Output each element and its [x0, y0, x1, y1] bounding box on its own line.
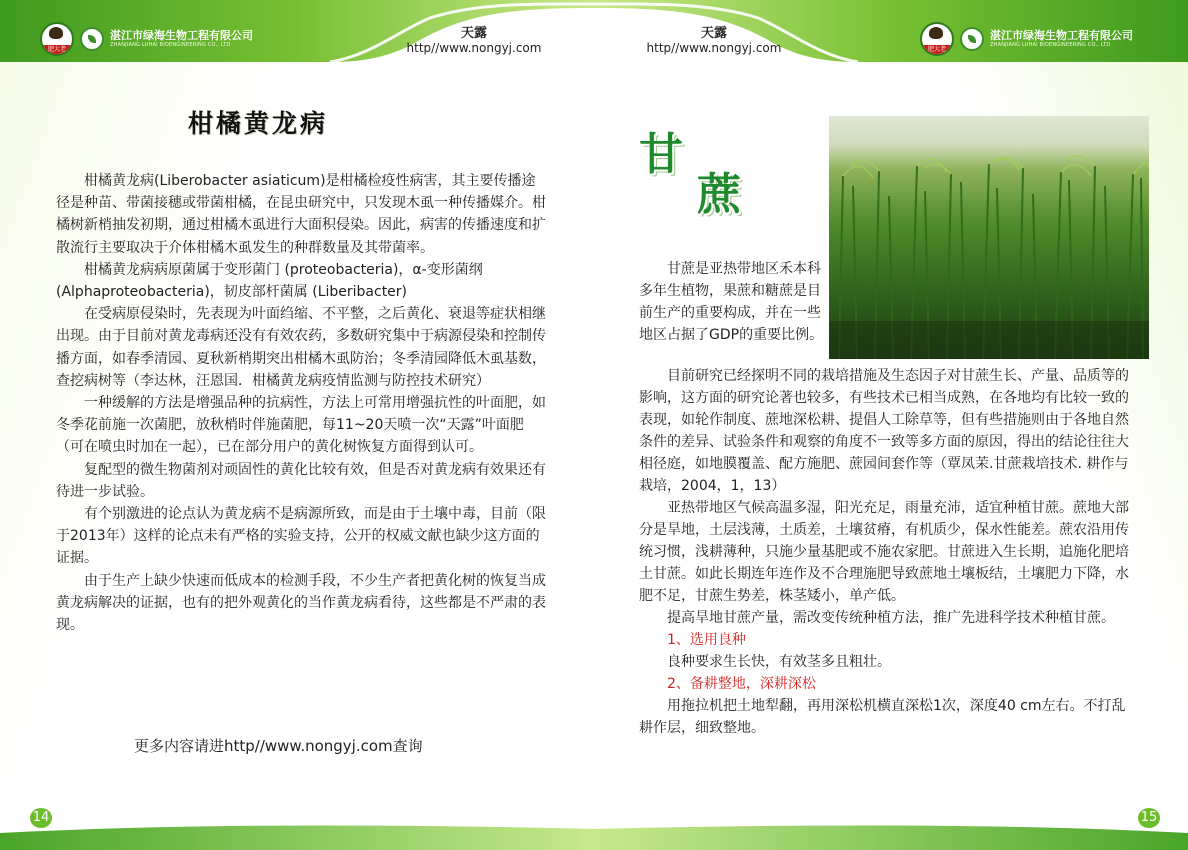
- paragraph: 提高旱地甘蔗产量，需改变传统种植方法，推广先进科学技术种植甘蔗。: [667, 610, 1115, 626]
- article-body-right: [639, 365, 1135, 739]
- footer-band: [0, 810, 594, 850]
- article-title-char-2: 蔗: [697, 169, 741, 220]
- mascot-logo: 肥大老: [40, 22, 74, 56]
- right-page: [594, 0, 1188, 850]
- article-body-left: [56, 170, 546, 636]
- company-name-cn: 湛江市绿海生物工程有限公司: [990, 29, 1133, 42]
- intro-text: [639, 258, 831, 346]
- brand-url[interactable]: http//www.nongyj.com: [406, 41, 542, 55]
- paragraph: 目前研究已经探明不同的栽培措施及生态因子对甘蔗生长、产量、品质等的影响，这方面的研究论著也较多，有些技术已相当成熟，在各地均有比较一致的表现，如轮作制度、蔗地深松耕、提倡人工除草等，但有些措施则由于各地自然条件的差异、试验条件和观察的角度不一致等多方面的原因，得出的结论往往大相径庭，如地膜覆盖、配方施肥、蔗园间套作等（覃凤茉.甘蔗栽培技术. 耕作与栽培，2004，1，13）: [639, 368, 1129, 494]
- paragraph: 柑橘黄龙病病原菌属于变形菌门 (proteobacteria)，α-变形菌纲(Alphaproteobacteria)，韧皮部杆菌属 (Liberibacter): [56, 261, 483, 301]
- article-title-char-1: 甘: [639, 129, 683, 180]
- footer-band: [594, 810, 1188, 850]
- brand-name: 天露: [460, 26, 487, 41]
- mascot-logo: 肥大老: [920, 22, 954, 56]
- section-heading-1: 1、选用良种: [667, 632, 746, 648]
- brand-url[interactable]: http//www.nongyj.com: [646, 41, 782, 55]
- sugarcane-photo: [829, 116, 1149, 359]
- section-text-1: 良种要求生长快，有效茎多且粗壮。: [667, 654, 891, 670]
- brand-left: [394, 26, 554, 55]
- sugarcane-field-illustration: [829, 116, 1149, 359]
- paragraph: 有个别激进的论点认为黄龙病不是病源所致，而是由于土壤中毒，目前（限于2013年）这样的论点未有严格的实验支持，公开的权威文献也缺少这方面的证据。: [56, 506, 546, 567]
- paragraph: 由于生产上缺少快速而低成本的检测手段，不少生产者把黄化树的恢复当成黄龙病解决的证据，也有的把外观黄化的当作黄龙病看待，这些都是不严肃的表现。: [56, 572, 546, 634]
- page-number-right: 15: [1138, 808, 1160, 828]
- section-heading-2: 2、备耕整地，深耕深松: [667, 676, 816, 692]
- leaf-logo-icon: [80, 27, 104, 51]
- brand-right: [634, 26, 794, 55]
- paragraph: 亚热带地区气候高温多湿，阳光充足，雨量充沛，适宜种植甘蔗。蔗地大部分是旱地，土层浅薄，土质差，土壤贫瘠，有机质少，保水性能差。蔗农沿用传统习惯，浅耕薄种，只施少量基肥或不施农家肥。甘蔗进入生长期，追施化肥培土甘蔗。如此长期连年连作及不合理施肥导致蔗地土壤板结，土壤肥力下降，水肥不足，甘蔗生势差，株茎矮小，单产低。: [639, 500, 1129, 604]
- company-name-cn: 湛江市绿海生物工程有限公司: [110, 29, 253, 42]
- page-number-left: 14: [30, 808, 52, 828]
- article-title-left: 柑橘黄龙病: [188, 109, 329, 138]
- company-logo-left: [40, 22, 253, 56]
- leaf-logo-icon: [960, 27, 984, 51]
- brand-name: 天露: [700, 26, 727, 41]
- paragraph: 一种缓解的方法是增强品种的抗病性，方法上可常用增强抗性的叶面肥，如冬季花前施一次菌肥，放秋梢时伴施菌肥，每11~20天喷一次“天露”叶面肥（可在喷虫时加在一起），已在部分用户的黄化树恢复方面得到认可。: [56, 395, 546, 456]
- more-info-link[interactable]: 更多内容请进http//www.nongyj.com查询: [134, 737, 423, 755]
- company-logo-right: [920, 22, 1133, 56]
- paragraph: 复配型的微生物菌剂对顽固性的黄化比较有效，但是否对黄龙病有效果还有待进一步试验。: [56, 461, 546, 500]
- intro-paragraph: 甘蔗是亚热带地区禾本科多年生植物，果蔗和糖蔗是目前生产的重要构成，并在一些地区占据了GDP的重要比例。: [639, 261, 824, 343]
- paragraph: 在受病原侵染时，先表现为叶面绉缩、不平整，之后黄化、衰退等症状相继出现。由于目前对黄龙毒病还没有有效农药，多数研究集中于病源侵染和控制传播方面，如春季清园、夏秋新梢期突出柑橘木虱防治；冬季清园降低木虱基数，查挖病树等（李达林，汪恩国．柑橘黄龙病疫情监测与防控技术研究）: [56, 306, 546, 389]
- company-name-en: ZHANJIANG LUHAI BIOENGINEERING CO., LTD: [990, 42, 1111, 48]
- company-name-en: ZHANJIANG LUHAI BIOENGINEERING CO., LTD: [110, 42, 231, 48]
- paragraph: 柑橘黄龙病(Liberobacter asiaticum)是柑橘检疫性病害，其主要传播途径是种苗、带菌接穗或带菌柑橘，在昆虫研究中，只发现木虱一种传播媒介。柑橘树新梢抽发初期，通过柑橘木虱进行大面积侵染。因此，病害的传播速度和扩散流行主要取决于介体柑橘木虱发生的种群数量及其带菌率。: [56, 173, 546, 256]
- section-text-2: 用拖拉机把土地犁翻，再用深松机横直深松1次，深度40 cm左右。不打乱耕作层，细致整地。: [639, 698, 1126, 736]
